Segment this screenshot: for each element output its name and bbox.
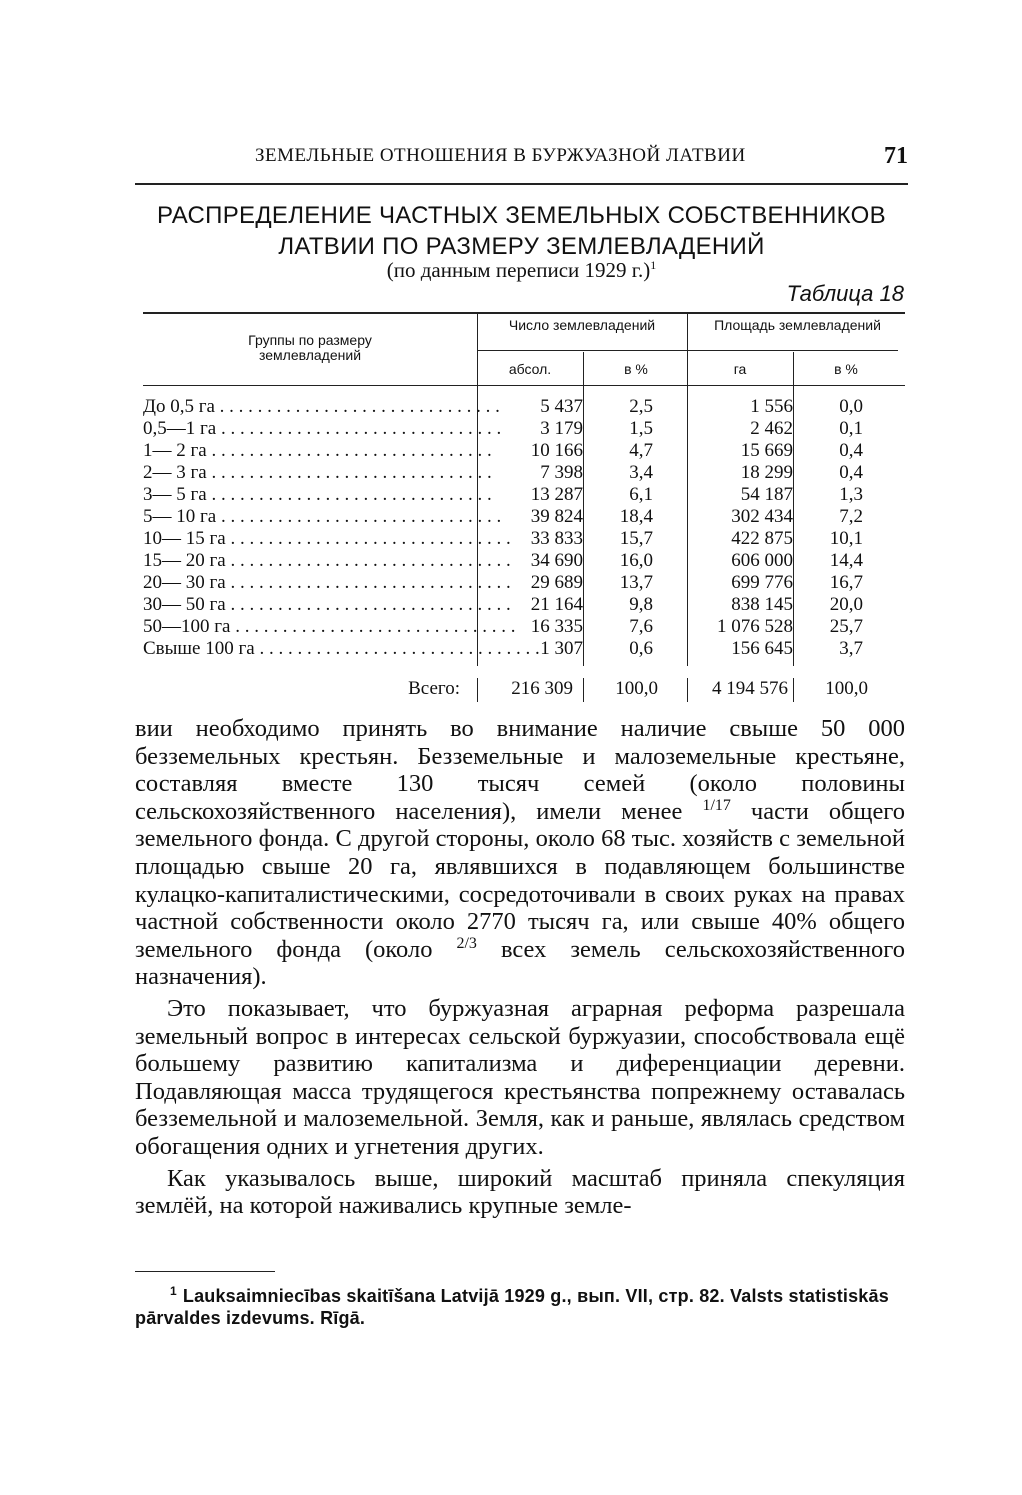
row-label: 2— 3 га . . . . . . . . . . . . . . . . . . . . . . . . . . . . . . bbox=[143, 462, 492, 483]
cell-ha: 18 299 bbox=[740, 462, 793, 483]
table-row bbox=[143, 396, 903, 418]
cell-abs: 1 307 bbox=[540, 638, 583, 659]
header-count: Число землевладений bbox=[508, 317, 656, 333]
cell-ha: 54 187 bbox=[740, 484, 793, 505]
cell-abs: 34 690 bbox=[530, 550, 583, 571]
row-label: 20— 30 га . . . . . . . . . . . . . . . . . . . . . . . . . . . . . . bbox=[143, 572, 511, 593]
fraction-two-thirds: 2/3 bbox=[456, 934, 477, 952]
table-row bbox=[143, 528, 903, 550]
table-row bbox=[143, 484, 903, 506]
paragraph-3: Как указывалось выше, широкий масштаб приняла спекуляция землёй, на которой наживались крупные земле- bbox=[135, 1164, 905, 1220]
cell-pct-count: 0,6 bbox=[629, 638, 653, 659]
cell-pct-count: 9,8 bbox=[629, 594, 653, 615]
cell-pct-count: 13,7 bbox=[619, 572, 653, 593]
paragraph-2: Это показывает, что буржуазная аграрная реформа разрешала земельный вопрос в интересах сельской буржуазии, способствовала ещё большему развитию капитализма и диференциации деревни. Подавляющая масса трудящегося крестьянства попрежнему оставалась безземельной и малоземельной. Земля, как и раньше, являлась средством обогащения одних и угнетения других. bbox=[135, 994, 905, 1160]
cell-pct-area: 25,7 bbox=[829, 616, 863, 637]
table-subtitle bbox=[135, 258, 908, 283]
cell-pct-area: 0,4 bbox=[839, 462, 863, 483]
cell-pct-area: 16,7 bbox=[829, 572, 863, 593]
cell-abs: 3 179 bbox=[540, 418, 583, 439]
running-head bbox=[135, 143, 908, 185]
fraction-one-seventeenth: 1/17 bbox=[702, 796, 731, 814]
footnote-text: Lauksaimniecības skaitīšana Latvijā 1929 g., вып. VII, стр. 82. Valsts statistiskās pārvaldes izdevums. Rīgā. bbox=[135, 1286, 889, 1328]
row-label: До 0,5 га . . . . . . . . . . . . . . . . . . . . . . . . . . . . . . bbox=[143, 396, 500, 417]
cell-pct-area: 7,2 bbox=[839, 506, 863, 527]
table-row bbox=[143, 418, 903, 440]
cell-ha: 838 145 bbox=[731, 594, 793, 615]
cell-abs: 21 164 bbox=[530, 594, 583, 615]
row-label: 30— 50 га . . . . . . . . . . . . . . . . . . . . . . . . . . . . . . bbox=[143, 594, 511, 615]
table-row bbox=[143, 572, 903, 594]
cell-ha: 2 462 bbox=[750, 418, 793, 439]
row-label: 10— 15 га . . . . . . . . . . . . . . . . . . . . . . . . . . . . . . bbox=[143, 528, 511, 549]
footnote-rule bbox=[135, 1271, 275, 1272]
total-pct-count: 100,0 bbox=[615, 678, 658, 699]
cell-pct-count: 4,7 bbox=[629, 440, 653, 461]
paragraph-1-part-a: вии необходимо принять во внимание наличие свыше 50 000 безземельных крестьян. Безземельные и малоземельные крестьяне, составляя вместе 130 тысяч семей (около половины сельскохозяйственного населения), имели менее bbox=[135, 715, 905, 825]
cell-pct-area: 0,0 bbox=[839, 396, 863, 417]
table-row bbox=[143, 462, 903, 484]
table-title-line-2: ЛАТВИИ ПО РАЗМЕРУ ЗЕМЛЕВЛАДЕНИЙ bbox=[278, 233, 765, 260]
row-label: 50—100 га . . . . . . . . . . . . . . . . . . . . . . . . . . . . . . bbox=[143, 616, 516, 637]
row-label: 0,5—1 га . . . . . . . . . . . . . . . . . . . . . . . . . . . . . . bbox=[143, 418, 502, 439]
total-label: Всего: bbox=[408, 678, 460, 699]
cell-pct-area: 10,1 bbox=[829, 528, 863, 549]
table-row bbox=[143, 440, 903, 462]
cell-pct-area: 14,4 bbox=[829, 550, 863, 571]
cell-ha: 699 776 bbox=[731, 572, 793, 593]
header-pct-area: в % bbox=[834, 361, 858, 377]
cell-pct-count: 3,4 bbox=[629, 462, 653, 483]
table-title bbox=[135, 200, 908, 262]
footnote-mark: 1 bbox=[170, 1284, 177, 1298]
cell-abs: 16 335 bbox=[530, 616, 583, 637]
cell-pct-area: 0,4 bbox=[839, 440, 863, 461]
row-label: 1— 2 га . . . . . . . . . . . . . . . . . . . . . . . . . . . . . . bbox=[143, 440, 492, 461]
cell-abs: 10 166 bbox=[530, 440, 583, 461]
cell-abs: 33 833 bbox=[530, 528, 583, 549]
table-row bbox=[143, 594, 903, 616]
cell-pct-count: 16,0 bbox=[619, 550, 653, 571]
row-label: 3— 5 га . . . . . . . . . . . . . . . . . . . . . . . . . . . . . . bbox=[143, 484, 492, 505]
cell-ha: 1 076 528 bbox=[717, 616, 793, 637]
cell-ha: 1 556 bbox=[750, 396, 793, 417]
total-pct-area: 100,0 bbox=[825, 678, 868, 699]
cell-pct-count: 18,4 bbox=[619, 506, 653, 527]
cell-pct-count: 1,5 bbox=[629, 418, 653, 439]
cell-ha: 302 434 bbox=[731, 506, 793, 527]
header-abs: абсол. bbox=[508, 361, 552, 377]
cell-ha: 15 669 bbox=[740, 440, 793, 461]
body-text bbox=[135, 715, 905, 1220]
total-row bbox=[143, 677, 903, 701]
header-area: Площадь землевладений bbox=[714, 317, 881, 333]
header-bottom-rule bbox=[143, 385, 905, 386]
table-row bbox=[143, 550, 903, 572]
cell-ha: 156 645 bbox=[731, 638, 793, 659]
table-top-rule bbox=[143, 312, 905, 314]
table-row bbox=[143, 638, 903, 660]
total-ha: 4 194 576 bbox=[712, 678, 788, 699]
row-label: 15— 20 га . . . . . . . . . . . . . . . . . . . . . . . . . . . . . . bbox=[143, 550, 511, 571]
paragraph-1-part-c: всех земель сельскохозяйственного назначения). bbox=[135, 935, 905, 991]
cell-abs: 7 398 bbox=[540, 462, 583, 483]
header-group-rule bbox=[478, 350, 898, 351]
footnote bbox=[135, 1280, 905, 1329]
table-title-line-1: РАСПРЕДЕЛЕНИЕ ЧАСТНЫХ ЗЕМЕЛЬНЫХ СОБСТВЕННИКОВ bbox=[157, 202, 886, 229]
header-groups: Группы по размеру землевладений bbox=[248, 332, 372, 363]
paragraph-1-part-b: части общего земельного фонда. С другой стороны, около 68 тыс. хозяйств с земельной площадью свыше 20 га, являвшихся в подавляющем большинстве кулацко-капиталистическими, сосредоточивали в своих руках на правах частной собственности около 2770 тысяч га, или свыше 40% общего земельного фонда (около bbox=[135, 797, 906, 963]
table-body bbox=[143, 396, 903, 660]
table-subtitle-text: (по данным переписи 1929 г.) bbox=[386, 258, 651, 282]
cell-ha: 422 875 bbox=[731, 528, 793, 549]
cell-abs: 13 287 bbox=[530, 484, 583, 505]
paragraph-1 bbox=[135, 715, 905, 991]
cell-pct-count: 7,6 bbox=[629, 616, 653, 637]
cell-pct-area: 3,7 bbox=[839, 638, 863, 659]
cell-pct-count: 15,7 bbox=[619, 528, 653, 549]
table-row bbox=[143, 616, 903, 638]
cell-pct-area: 1,3 bbox=[839, 484, 863, 505]
row-label: Свыше 100 га . . . . . . . . . . . . . . . . . . . . . . . . . . . . . . bbox=[143, 638, 540, 659]
cell-pct-count: 6,1 bbox=[629, 484, 653, 505]
cell-abs: 5 437 bbox=[540, 396, 583, 417]
total-abs: 216 309 bbox=[511, 678, 573, 699]
footnote-reference: 1 bbox=[650, 258, 657, 272]
table-number: Таблица 18 bbox=[786, 281, 904, 306]
header-pct-count: в % bbox=[624, 361, 648, 377]
running-head-title: ЗЕМЕЛЬНЫЕ ОТНОШЕНИЯ В БУРЖУАЗНОЙ ЛАТВИИ bbox=[255, 145, 746, 166]
cell-pct-area: 0,1 bbox=[839, 418, 863, 439]
cell-pct-count: 2,5 bbox=[629, 396, 653, 417]
cell-abs: 39 824 bbox=[530, 506, 583, 527]
header-ha: га bbox=[733, 361, 747, 377]
cell-ha: 606 000 bbox=[731, 550, 793, 571]
cell-abs: 29 689 bbox=[530, 572, 583, 593]
page-number: 71 bbox=[884, 143, 908, 169]
row-label: 5— 10 га . . . . . . . . . . . . . . . . . . . . . . . . . . . . . . bbox=[143, 506, 502, 527]
cell-pct-area: 20,0 bbox=[829, 594, 863, 615]
table-row bbox=[143, 506, 903, 528]
